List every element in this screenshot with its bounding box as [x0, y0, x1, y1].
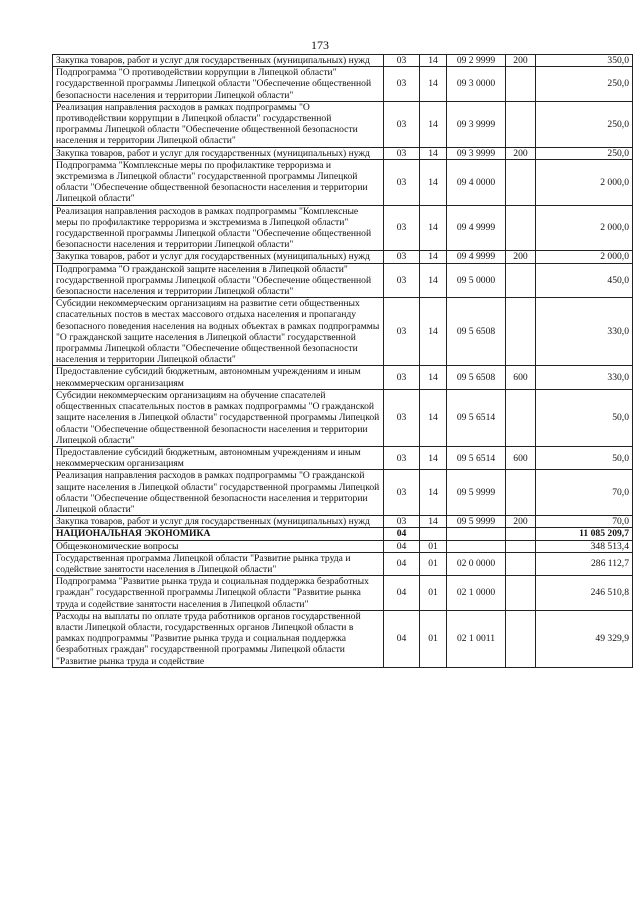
row-target-article-cell: 09 3 9999 [447, 101, 506, 147]
table-row [53, 576, 633, 611]
row-expense-type-cell [506, 159, 536, 205]
row-target-article-cell: 09 3 0000 [447, 67, 506, 102]
row-section-cell: 03 [384, 101, 420, 147]
table-row [53, 159, 633, 205]
row-target-article-cell: 09 5 6514 [447, 446, 506, 469]
budget-table [52, 54, 633, 668]
table-row [53, 389, 633, 446]
row-expense-type-cell [506, 540, 536, 552]
row-name-cell: Подпрограмма "Комплексные меры по профилактике терроризма и экстремизма в Липецкой области" государственной программы Липецкой области "Обеспечение общественной безопасности населения и территории Липецкой области" [53, 159, 384, 205]
row-name-cell: Предоставление субсидий бюджетным, автономным учреждениям и иным некоммерческим организациям [53, 446, 384, 469]
row-section-cell: 03 [384, 205, 420, 251]
table-row [53, 540, 633, 552]
row-subsection-cell: 01 [420, 576, 447, 611]
row-section-cell: 04 [384, 540, 420, 552]
row-amount-cell: 2 000,0 [536, 159, 633, 205]
row-amount-cell: 250,0 [536, 67, 633, 102]
row-section-cell: 04 [384, 528, 420, 540]
table-row [53, 67, 633, 102]
row-expense-type-cell: 200 [506, 55, 536, 67]
row-expense-type-cell: 600 [506, 366, 536, 389]
row-subsection-cell: 14 [420, 67, 447, 102]
row-subsection-cell: 14 [420, 251, 447, 263]
table-row [53, 528, 633, 540]
row-section-cell: 04 [384, 576, 420, 611]
row-amount-cell: 49 329,9 [536, 610, 633, 667]
row-section-cell: 03 [384, 147, 420, 159]
row-expense-type-cell [506, 610, 536, 667]
row-amount-cell: 50,0 [536, 389, 633, 446]
row-target-article-cell: 09 5 0000 [447, 263, 506, 298]
row-amount-cell: 348 513,4 [536, 540, 633, 552]
row-name-cell: Закупка товаров, работ и услуг для государственных (муниципальных) нужд [53, 516, 384, 528]
row-target-article-cell: 09 2 9999 [447, 55, 506, 67]
table-row [53, 366, 633, 389]
row-expense-type-cell [506, 389, 536, 446]
row-section-cell: 03 [384, 55, 420, 67]
row-amount-cell: 450,0 [536, 263, 633, 298]
row-amount-cell: 330,0 [536, 366, 633, 389]
row-name-cell: Закупка товаров, работ и услуг для государственных (муниципальных) нужд [53, 251, 384, 263]
row-section-cell: 03 [384, 389, 420, 446]
row-amount-cell: 286 112,7 [536, 552, 633, 575]
row-subsection-cell: 14 [420, 263, 447, 298]
row-expense-type-cell [506, 576, 536, 611]
row-expense-type-cell [506, 470, 536, 516]
row-section-cell: 03 [384, 298, 420, 366]
row-target-article-cell: 02 0 0000 [447, 552, 506, 575]
row-expense-type-cell: 200 [506, 251, 536, 263]
row-name-cell: Подпрограмма "О противодействии коррупции в Липецкой области" государственной программы Липецкой области "Обеспечение общественной безопасности населения и территории Липецкой области" [53, 67, 384, 102]
row-name-cell: Закупка товаров, работ и услуг для государственных (муниципальных) нужд [53, 55, 384, 67]
row-expense-type-cell [506, 552, 536, 575]
row-name-cell: Реализация направления расходов в рамках подпрограммы "О гражданской защите населения в Липецкой области" государственной программы Липецкой области "Обеспечение общественной безопасности населения и территории Липецкой области" [53, 470, 384, 516]
budget-table-body [53, 55, 633, 668]
row-expense-type-cell [506, 528, 536, 540]
row-expense-type-cell [506, 101, 536, 147]
row-target-article-cell: 09 4 0000 [447, 159, 506, 205]
page-number: 173 [311, 38, 329, 52]
row-amount-cell: 11 085 209,7 [536, 528, 633, 540]
row-amount-cell: 50,0 [536, 446, 633, 469]
row-expense-type-cell [506, 298, 536, 366]
row-target-article-cell: 09 4 9999 [447, 251, 506, 263]
table-row [53, 101, 633, 147]
row-subsection-cell: 14 [420, 446, 447, 469]
row-name-cell: Предоставление субсидий бюджетным, автономным учреждениям и иным некоммерческим организациям [53, 366, 384, 389]
row-target-article-cell: 09 5 9999 [447, 516, 506, 528]
table-row [53, 516, 633, 528]
row-subsection-cell: 14 [420, 298, 447, 366]
row-amount-cell: 70,0 [536, 470, 633, 516]
row-amount-cell: 250,0 [536, 147, 633, 159]
row-subsection-cell: 14 [420, 366, 447, 389]
table-row [53, 205, 633, 251]
row-section-cell: 03 [384, 366, 420, 389]
row-name-cell: Субсидии некоммерческим организациям на обучение спасателей общественных спасательных постов в рамках подпрограммы "О гражданской защите населения в Липецкой области" государственной программы Липецкой области "Обеспечение общественной безопасности населения и территории Липецкой области" [53, 389, 384, 446]
row-section-cell: 03 [384, 159, 420, 205]
row-subsection-cell: 14 [420, 101, 447, 147]
row-expense-type-cell [506, 263, 536, 298]
row-expense-type-cell: 600 [506, 446, 536, 469]
table-row [53, 298, 633, 366]
row-subsection-cell: 01 [420, 540, 447, 552]
table-row [53, 552, 633, 575]
table-row [53, 147, 633, 159]
row-name-cell: Общеэкономические вопросы [53, 540, 384, 552]
row-expense-type-cell: 200 [506, 147, 536, 159]
row-amount-cell: 350,0 [536, 55, 633, 67]
row-target-article-cell: 09 4 9999 [447, 205, 506, 251]
row-target-article-cell: 09 5 6508 [447, 298, 506, 366]
row-subsection-cell: 01 [420, 610, 447, 667]
row-section-cell: 03 [384, 470, 420, 516]
row-subsection-cell: 14 [420, 205, 447, 251]
row-subsection-cell: 14 [420, 516, 447, 528]
row-section-cell: 04 [384, 610, 420, 667]
row-target-article-cell: 09 5 6514 [447, 389, 506, 446]
row-section-cell: 03 [384, 263, 420, 298]
row-subsection-cell: 14 [420, 55, 447, 67]
row-amount-cell: 2 000,0 [536, 205, 633, 251]
row-name-cell: НАЦИОНАЛЬНАЯ ЭКОНОМИКА [53, 528, 384, 540]
row-expense-type-cell [506, 205, 536, 251]
row-amount-cell: 250,0 [536, 101, 633, 147]
row-expense-type-cell: 200 [506, 516, 536, 528]
row-amount-cell: 2 000,0 [536, 251, 633, 263]
row-amount-cell: 70,0 [536, 516, 633, 528]
row-section-cell: 03 [384, 446, 420, 469]
row-target-article-cell: 09 5 9999 [447, 470, 506, 516]
row-expense-type-cell [506, 67, 536, 102]
row-subsection-cell: 14 [420, 389, 447, 446]
row-target-article-cell: 02 1 0011 [447, 610, 506, 667]
row-target-article-cell [447, 528, 506, 540]
row-name-cell: Субсидии некоммерческим организациям на развитие сети общественных спасательных постов в местах массового отдыха населения и пропаганду безопасного поведения населения на водных объектах в рамках подпрограммы "О гражданской защите населения в Липецкой области" государственной программы Липецкой области "Обеспечение общественной безопасности населения и территории Липецкой области" [53, 298, 384, 366]
row-name-cell: Закупка товаров, работ и услуг для государственных (муниципальных) нужд [53, 147, 384, 159]
row-section-cell: 03 [384, 516, 420, 528]
row-target-article-cell: 02 1 0000 [447, 576, 506, 611]
row-name-cell: Реализация направления расходов в рамках подпрограммы "О противодействии коррупции в Липецкой области" государственной программы Липецкой области "Обеспечение общественной безопасности населения и территории Липецкой области" [53, 101, 384, 147]
row-section-cell: 03 [384, 67, 420, 102]
row-section-cell: 03 [384, 251, 420, 263]
row-target-article-cell: 09 5 6508 [447, 366, 506, 389]
row-name-cell: Подпрограмма "О гражданской защите населения в Липецкой области" государственной программы Липецкой области "Обеспечение общественной безопасности населения и территории Липецкой области" [53, 263, 384, 298]
row-name-cell: Подпрограмма "Развитие рынка труда и социальная поддержка безработных граждан" государственной программы Липецкой области "Развитие рынка труда и содействие занятости населения в Липецкой области" [53, 576, 384, 611]
table-row [53, 55, 633, 67]
row-subsection-cell: 01 [420, 552, 447, 575]
table-row [53, 263, 633, 298]
row-subsection-cell: 14 [420, 159, 447, 205]
row-name-cell: Государственная программа Липецкой области "Развитие рынка труда и содействие занятости населения в Липецкой области" [53, 552, 384, 575]
row-subsection-cell: 14 [420, 147, 447, 159]
row-subsection-cell: 14 [420, 470, 447, 516]
row-name-cell: Реализация направления расходов в рамках подпрограммы "Комплексные меры по профилактике терроризма и экстремизма в Липецкой области" государственной программы Липецкой области "Обеспечение общественной безопасности населения и территории Липецкой области" [53, 205, 384, 251]
row-amount-cell: 330,0 [536, 298, 633, 366]
table-row [53, 470, 633, 516]
table-row [53, 610, 633, 667]
table-row [53, 446, 633, 469]
row-section-cell: 04 [384, 552, 420, 575]
row-name-cell: Расходы на выплаты по оплате труда работников органов государственной власти Липецкой области, государственных органов Липецкой области в рамках подпрограммы "Развитие рынка труда и социальная поддержка безработных граждан" государственной программы Липецкой области "Развитие рынка труда и содействие [53, 610, 384, 667]
row-target-article-cell [447, 540, 506, 552]
row-subsection-cell [420, 528, 447, 540]
table-row [53, 251, 633, 263]
row-target-article-cell: 09 3 9999 [447, 147, 506, 159]
row-amount-cell: 246 510,8 [536, 576, 633, 611]
